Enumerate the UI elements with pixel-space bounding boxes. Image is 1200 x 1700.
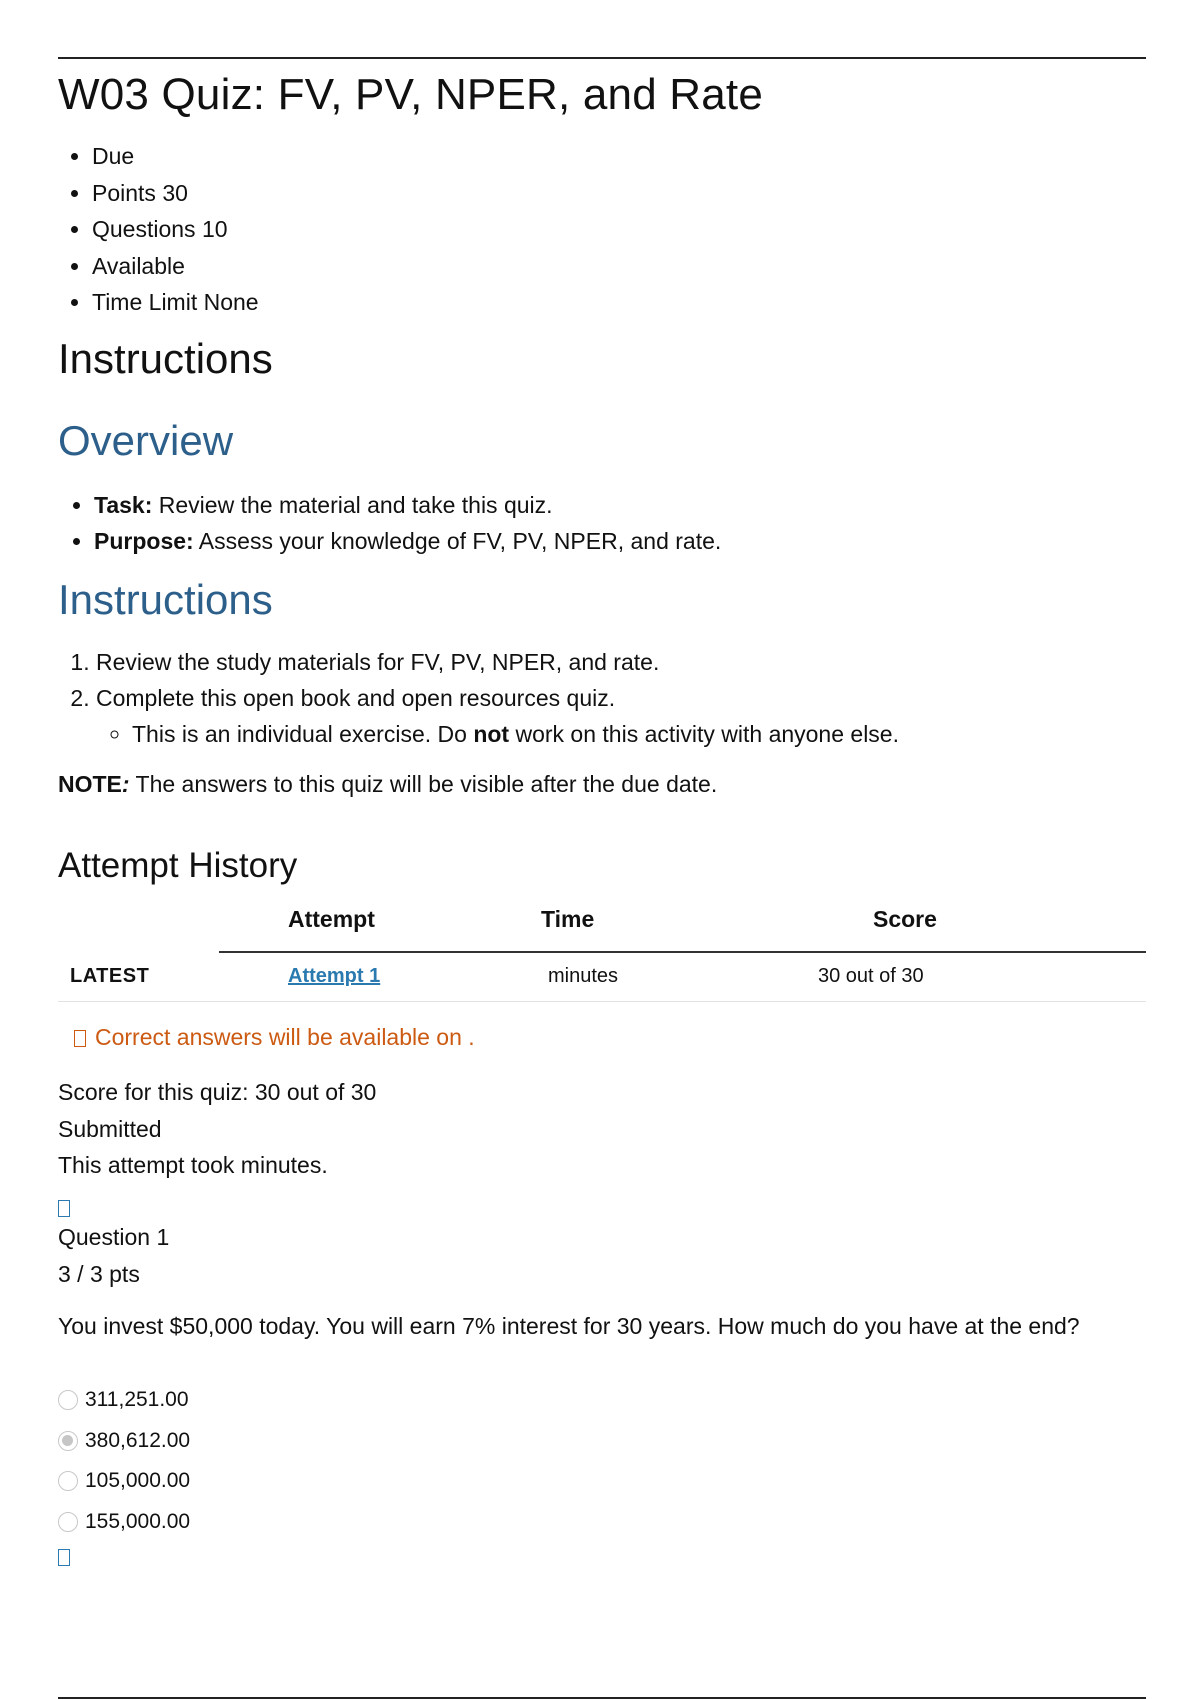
latest-tag: LATEST (70, 965, 150, 987)
column-score: Score (873, 906, 937, 932)
quiz-score: Score for this quiz: 30 out of 30 (58, 1079, 377, 1105)
bottom-rule (58, 1697, 1146, 1699)
sub-bold: not (473, 721, 510, 747)
purpose-text: Assess your knowledge of FV, PV, NPER, and rate. (193, 528, 722, 554)
radio-button[interactable] (58, 1390, 78, 1410)
note-colon: : (121, 771, 130, 797)
answer-option[interactable] (58, 1461, 190, 1502)
sub-before: This is an individual exercise. Do (132, 721, 474, 747)
answer-label: 105,000.00 (85, 1469, 191, 1493)
attempt-history-heading: Attempt History (58, 846, 298, 885)
step-2-sub (132, 716, 899, 752)
radio-button-selected[interactable] (58, 1431, 78, 1451)
step-2 (96, 680, 899, 752)
column-time: Time (541, 906, 595, 932)
flag-question-icon[interactable] (58, 1198, 70, 1221)
answer-option[interactable] (58, 1421, 190, 1462)
submission-status: Submitted (58, 1115, 162, 1142)
note-label: NOTE (58, 771, 122, 797)
step-1: 1. Review the study materials for FV, PV, NPER, and rate. (96, 644, 899, 680)
instructions-heading: Instructions (58, 335, 273, 382)
meta-due: • Due (92, 138, 259, 175)
attempt-time: minutes (548, 965, 619, 987)
answer-label: 380,612.00 (85, 1428, 191, 1452)
radio-button[interactable] (58, 1471, 78, 1491)
note (58, 771, 717, 798)
meta-questions: • Questions 10 (92, 211, 259, 248)
quiz-title: W03 Quiz: FV, PV, NPER, and Rate (58, 70, 764, 119)
question-text: You invest $50,000 today. You will earn 7% interest for 30 years. How much do you have at the end? (58, 1313, 1080, 1339)
step-2-sublist (96, 716, 899, 752)
column-attempt: Attempt (288, 906, 375, 932)
info-icon (74, 1030, 86, 1047)
alert-text: Correct answers will be available on . (95, 1024, 475, 1050)
attempt-score: 30 out of 30 (818, 965, 924, 987)
next-flag-icon[interactable] (58, 1547, 70, 1570)
overview-list (58, 487, 721, 559)
question-title: Question 1 (58, 1224, 170, 1250)
overview-purpose (94, 523, 721, 559)
meta-points: • Points 30 (92, 175, 259, 212)
quiz-summary (58, 1074, 376, 1184)
instruction-steps (58, 644, 899, 752)
attempt-1-link[interactable]: Attempt 1 (288, 965, 381, 987)
overview-heading: Overview (58, 417, 234, 464)
table-row (58, 953, 1146, 1002)
task-label: Task: (94, 492, 153, 518)
answer-option[interactable] (58, 1380, 190, 1421)
answer-label: 155,000.00 (85, 1509, 191, 1533)
note-text: The answers to this quiz will be visible after the due date. (129, 771, 718, 797)
answer-list (58, 1380, 190, 1542)
answer-label: 311,251.00 (85, 1388, 189, 1412)
top-rule (58, 57, 1146, 59)
meta-available: • Available (92, 248, 259, 285)
answer-option[interactable] (58, 1502, 190, 1543)
question-points: 3 / 3 pts (58, 1261, 140, 1287)
overview-task (94, 487, 721, 523)
quiz-meta-list (58, 138, 259, 321)
sub-after: work on this activity with anyone else. (509, 721, 899, 747)
instructions-subheading: Instructions (58, 576, 273, 623)
purpose-label: Purpose: (94, 528, 194, 554)
meta-time-limit: • Time Limit None (92, 284, 259, 321)
correct-answers-alert (74, 1024, 475, 1051)
radio-button[interactable] (58, 1512, 78, 1532)
question-header (58, 1219, 169, 1293)
step-2-text: Complete this open book and open resources quiz. (96, 685, 616, 711)
task-text: Review the material and take this quiz. (152, 492, 553, 518)
attempt-duration: This attempt took minutes. (58, 1152, 328, 1178)
